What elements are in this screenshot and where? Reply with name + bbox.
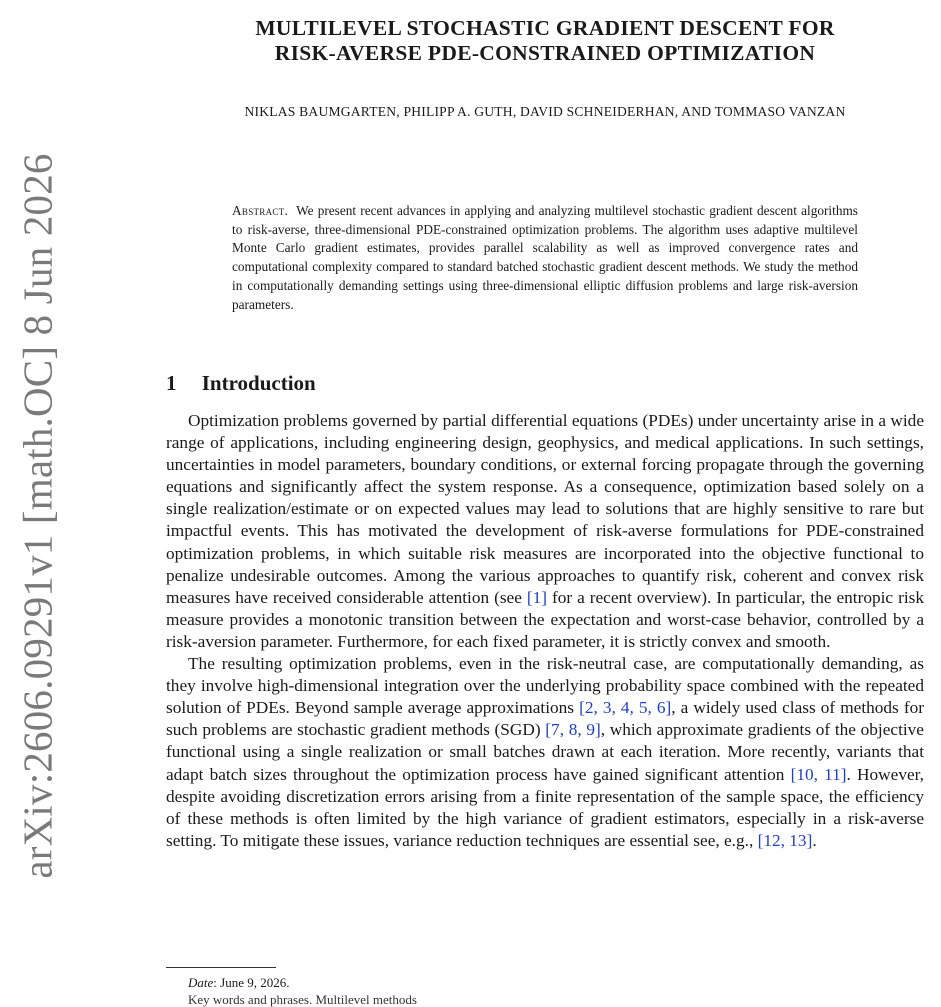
footnote-cut-text: Key words and phrases. Multilevel methods: [188, 992, 417, 1007]
abstract-block: [232, 202, 858, 314]
section-number: 1: [166, 371, 177, 395]
citation-link[interactable]: [7, 8, 9]: [545, 720, 601, 740]
paper-title-line-1: MULTILEVEL STOCHASTIC GRADIENT DESCENT FOR: [255, 16, 835, 40]
citation-link[interactable]: [1]: [526, 587, 548, 607]
arxiv-identifier-text: arXiv:2606.09291v1 [math.OC] 8 Jun 2026: [15, 153, 61, 879]
citation-link[interactable]: [2, 3, 4, 5, 6]: [579, 698, 672, 718]
paper-title: [166, 16, 924, 66]
paragraph-1-text-a: Optimization problems governed by partial differential equations (PDEs) under uncertainty arise in a wide range of applications, including engineering design, geophysics, and medical applications. In such settings, uncertainties in model parameters, boundary conditions, or external forcing propagate through the governing equations and significantly affect the system response. As a consequence, optimization based solely on a single realization/estimate or on expected values may lead to solutions that are highly sensitive to rare but impactful events. This has motivated the development of risk-averse formulations for PDE-constrained optimization problems, in which suitable risk measures are incorporated into the objective functional to penalize undesirable outcomes. Among the various approaches to quantify risk, coherent and convex risk measures have received considerable attention (see: [166, 411, 924, 607]
footnote-label: Date: [188, 975, 214, 990]
footnote-date: [188, 975, 289, 991]
paragraph-2-text-c: , which approximate gradients of the objective functional using a single realization or small batches drawn at each iteration. More recently, variants that adapt batch sizes throughout the optimization process have gained significant attention: [166, 720, 924, 784]
footnote-cut-line: [188, 992, 458, 1007]
footnote-text: : June 9, 2026.: [213, 975, 290, 990]
paragraph-2-text-e: .: [812, 830, 817, 850]
body-text: [166, 410, 924, 852]
author-list: NIKLAS BAUMGARTEN, PHILIPP A. GUTH, DAVID SCHNEIDERHAN, AND TOMMASO VANZAN: [244, 104, 846, 119]
arxiv-identifier-stamp: [15, 153, 61, 879]
section-title: Introduction: [201, 371, 316, 395]
abstract-label: Abstract.: [232, 203, 289, 218]
paragraph-1: [166, 410, 924, 653]
paragraph-2-text-d: . However, despite avoiding discretization errors arising from a finite representation of the sample space, the efficiency of these methods is often limited by the high variance of gradient estimators, especially in a risk-averse setting. To mitigate these issues, variance reduction techniques are essential see, e.g.,: [166, 764, 925, 850]
citation-link[interactable]: [10, 11]: [790, 764, 847, 784]
paragraph-2-text-b: , a widely used class of methods for such problems are stochastic gradient methods (SGD): [166, 698, 924, 740]
paper-title-line-2: RISK-AVERSE PDE-CONSTRAINED OPTIMIZATION: [274, 41, 816, 65]
footnote-rule: [166, 967, 276, 968]
paragraph-1-text-b: for a recent overview). In particular, the entropic risk measure provides a monotonic transition between the expectation and worst-case behavior, controlled by a risk-aversion parameter. Furthermore, for each fixed parameter, it is strictly convex and smooth.: [166, 587, 924, 651]
paragraph-2-text-a: The resulting optimization problems, even in the risk-neutral case, are computationally demanding, as they involve high-dimensional integration over the underlying probability space combined with the repeated solution of PDEs. Beyond sample average approximations: [166, 654, 924, 718]
section-heading: [166, 371, 316, 396]
citation-link[interactable]: [12, 13]: [757, 830, 813, 850]
paragraph-2: [166, 653, 924, 852]
abstract-text: We present recent advances in applying and analyzing multilevel stochastic gradient descent algorithms to risk-averse, three-dimensional PDE-constrained optimization problems. The algorithm uses adaptive multilevel Monte Carlo gradient estimates, provides parallel scalability as well as improved convergence rates and computational complexity compared to standard batched stochastic gradient descent methods. We study the method in computationally demanding settings using three-dimensional elliptic diffusion problems and large risk-aversion parameters.: [232, 203, 858, 312]
